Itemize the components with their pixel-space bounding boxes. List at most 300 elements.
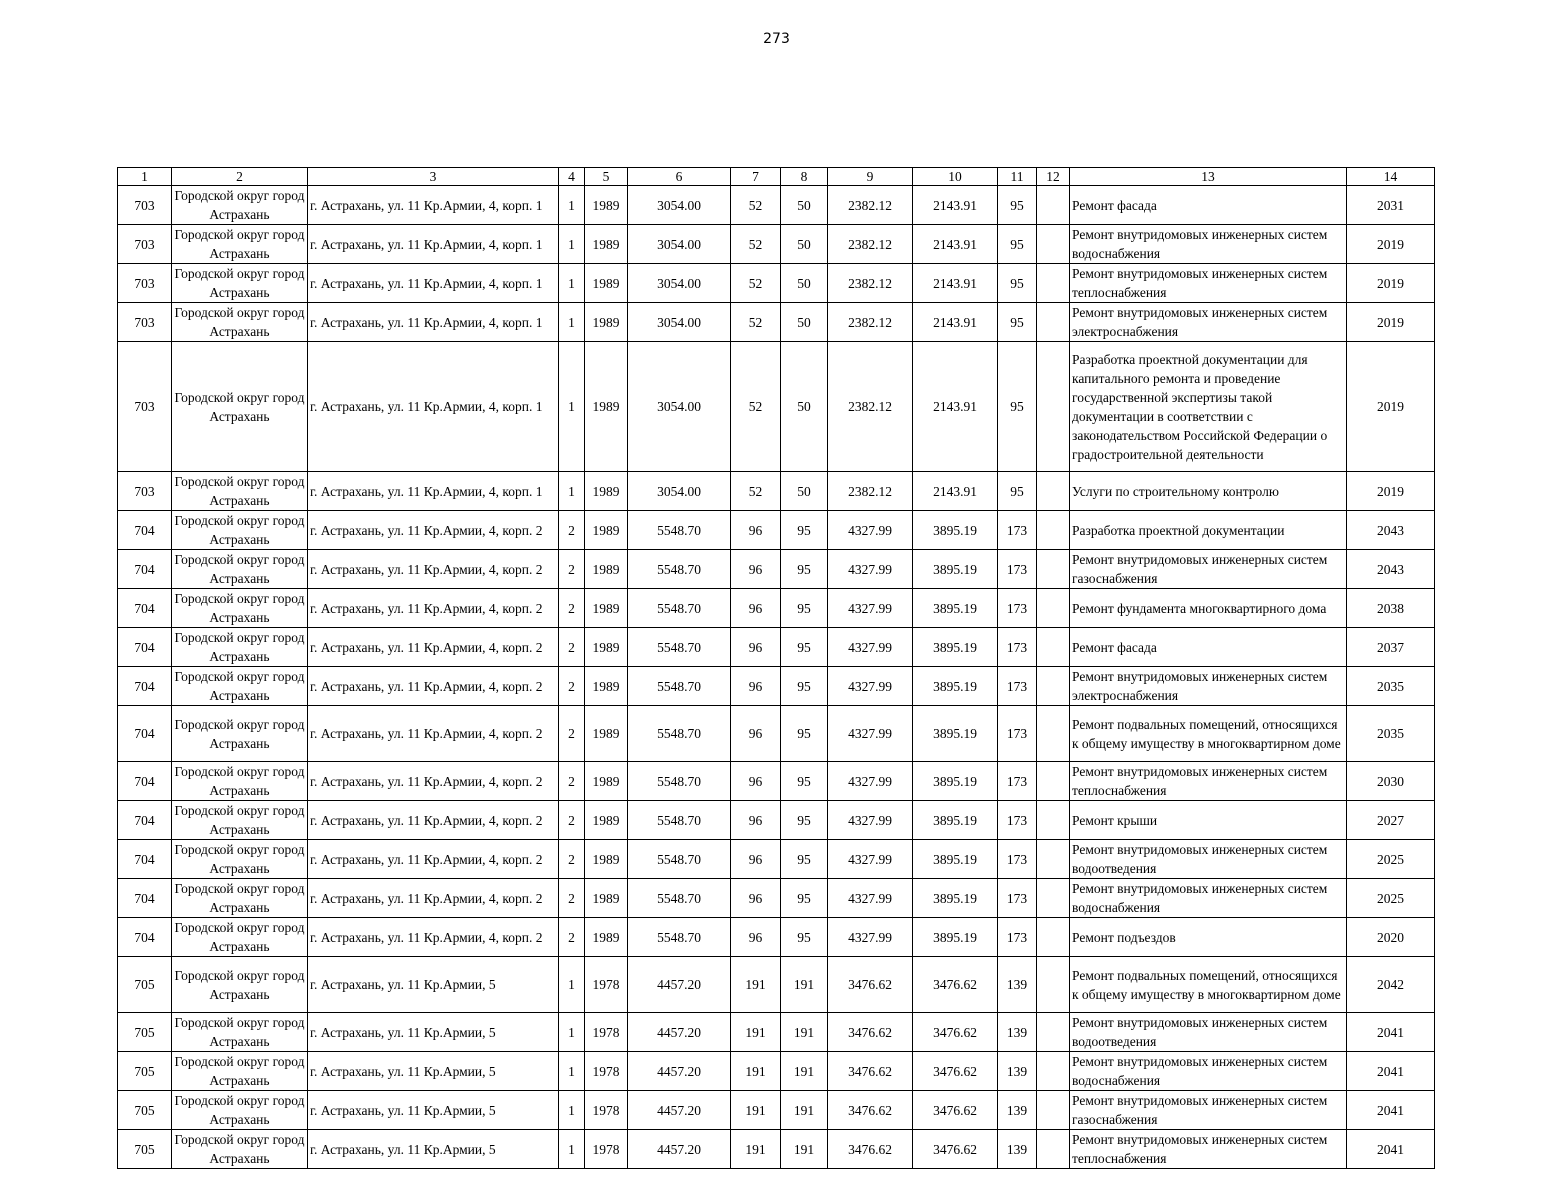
row-number-cell: 704: [118, 511, 172, 550]
col9-cell: 3476.62: [828, 1130, 913, 1169]
column-header: 10: [913, 168, 998, 186]
col4-cell: 2: [559, 667, 585, 706]
col12-cell: [1037, 667, 1070, 706]
col7-cell: 96: [731, 667, 781, 706]
col4-cell: 2: [559, 840, 585, 879]
col6-cell: 5548.70: [628, 706, 731, 762]
col12-cell: [1037, 589, 1070, 628]
address-cell: г. Астрахань, ул. 11 Кр.Армии, 5: [308, 1052, 559, 1091]
col4-cell: 1: [559, 1013, 585, 1052]
col4-cell: 2: [559, 706, 585, 762]
row-number-cell: 704: [118, 762, 172, 801]
table-row: [118, 957, 1435, 1013]
col7-cell: 52: [731, 225, 781, 264]
work-type-cell: Ремонт внутридомовых инженерных систем электроснабжения: [1070, 303, 1347, 342]
period-cell: 2027: [1347, 801, 1435, 840]
period-cell: 2025: [1347, 840, 1435, 879]
col9-cell: 4327.99: [828, 840, 913, 879]
table-row: [118, 628, 1435, 667]
col6-cell: 4457.20: [628, 1091, 731, 1130]
row-number-cell: 704: [118, 667, 172, 706]
col4-cell: 2: [559, 589, 585, 628]
col8-cell: 191: [781, 1052, 828, 1091]
work-type-cell: Ремонт подвальных помещений, относящихся к общему имуществу в многоквартирном доме: [1070, 706, 1347, 762]
col10-cell: 3895.19: [913, 762, 998, 801]
col9-cell: 4327.99: [828, 762, 913, 801]
municipality-cell: Городской округ город Астрахань: [172, 511, 308, 550]
column-header: 2: [172, 168, 308, 186]
year-cell: 1989: [585, 918, 628, 957]
table-row: [118, 550, 1435, 589]
col9-cell: 2382.12: [828, 342, 913, 472]
year-cell: 1989: [585, 667, 628, 706]
col9-cell: 2382.12: [828, 303, 913, 342]
year-cell: 1978: [585, 1091, 628, 1130]
column-header: 1: [118, 168, 172, 186]
work-type-cell: Услуги по строительному контролю: [1070, 472, 1347, 511]
col11-cell: 95: [998, 225, 1037, 264]
col10-cell: 2143.91: [913, 225, 998, 264]
col12-cell: [1037, 1052, 1070, 1091]
row-number-cell: 705: [118, 1130, 172, 1169]
col8-cell: 50: [781, 264, 828, 303]
col9-cell: 4327.99: [828, 879, 913, 918]
col9-cell: 3476.62: [828, 1091, 913, 1130]
period-cell: 2037: [1347, 628, 1435, 667]
address-cell: г. Астрахань, ул. 11 Кр.Армии, 4, корп. 1: [308, 225, 559, 264]
municipality-cell: Городской округ город Астрахань: [172, 342, 308, 472]
period-cell: 2041: [1347, 1052, 1435, 1091]
year-cell: 1989: [585, 550, 628, 589]
col7-cell: 96: [731, 840, 781, 879]
row-number-cell: 704: [118, 550, 172, 589]
col9-cell: 3476.62: [828, 957, 913, 1013]
row-number-cell: 703: [118, 303, 172, 342]
col12-cell: [1037, 225, 1070, 264]
table-row: [118, 1052, 1435, 1091]
work-type-cell: Ремонт внутридомовых инженерных систем водоснабжения: [1070, 225, 1347, 264]
col12-cell: [1037, 1091, 1070, 1130]
col11-cell: 173: [998, 628, 1037, 667]
municipality-cell: Городской округ город Астрахань: [172, 1130, 308, 1169]
work-type-cell: Разработка проектной документации: [1070, 511, 1347, 550]
col7-cell: 96: [731, 801, 781, 840]
table-row: [118, 918, 1435, 957]
work-type-cell: Ремонт внутридомовых инженерных систем водоотведения: [1070, 1013, 1347, 1052]
column-header: 11: [998, 168, 1037, 186]
col9-cell: 3476.62: [828, 1052, 913, 1091]
col4-cell: 2: [559, 628, 585, 667]
work-type-cell: Ремонт внутридомовых инженерных систем водоснабжения: [1070, 1052, 1347, 1091]
year-cell: 1989: [585, 186, 628, 225]
col11-cell: 173: [998, 667, 1037, 706]
column-header: 3: [308, 168, 559, 186]
col11-cell: 139: [998, 957, 1037, 1013]
address-cell: г. Астрахань, ул. 11 Кр.Армии, 4, корп. 2: [308, 589, 559, 628]
col8-cell: 95: [781, 762, 828, 801]
address-cell: г. Астрахань, ул. 11 Кр.Армии, 4, корп. 1: [308, 264, 559, 303]
work-type-cell: Ремонт внутридомовых инженерных систем теплоснабжения: [1070, 762, 1347, 801]
col4-cell: 1: [559, 303, 585, 342]
col11-cell: 173: [998, 706, 1037, 762]
col10-cell: 3895.19: [913, 706, 998, 762]
col9-cell: 4327.99: [828, 550, 913, 589]
work-type-cell: Ремонт внутридомовых инженерных систем электроснабжения: [1070, 667, 1347, 706]
col6-cell: 3054.00: [628, 303, 731, 342]
col6-cell: 5548.70: [628, 628, 731, 667]
municipality-cell: Городской округ город Астрахань: [172, 550, 308, 589]
col11-cell: 95: [998, 186, 1037, 225]
col12-cell: [1037, 511, 1070, 550]
row-number-cell: 704: [118, 840, 172, 879]
year-cell: 1989: [585, 840, 628, 879]
address-cell: г. Астрахань, ул. 11 Кр.Армии, 4, корп. 2: [308, 511, 559, 550]
col4-cell: 2: [559, 762, 585, 801]
col11-cell: 139: [998, 1091, 1037, 1130]
period-cell: 2020: [1347, 918, 1435, 957]
year-cell: 1989: [585, 264, 628, 303]
table-row: [118, 879, 1435, 918]
col6-cell: 5548.70: [628, 589, 731, 628]
col12-cell: [1037, 801, 1070, 840]
address-cell: г. Астрахань, ул. 11 Кр.Армии, 4, корп. 1: [308, 303, 559, 342]
column-header: 6: [628, 168, 731, 186]
work-type-cell: Ремонт крыши: [1070, 801, 1347, 840]
col10-cell: 3895.19: [913, 918, 998, 957]
col12-cell: [1037, 628, 1070, 667]
col12-cell: [1037, 840, 1070, 879]
table-row: [118, 801, 1435, 840]
col12-cell: [1037, 1130, 1070, 1169]
address-cell: г. Астрахань, ул. 11 Кр.Армии, 5: [308, 1013, 559, 1052]
work-type-cell: Ремонт фасада: [1070, 628, 1347, 667]
col4-cell: 1: [559, 342, 585, 472]
address-cell: г. Астрахань, ул. 11 Кр.Армии, 4, корп. 2: [308, 918, 559, 957]
col11-cell: 139: [998, 1052, 1037, 1091]
col12-cell: [1037, 472, 1070, 511]
col9-cell: 4327.99: [828, 918, 913, 957]
column-header: 14: [1347, 168, 1435, 186]
period-cell: 2019: [1347, 472, 1435, 511]
col7-cell: 96: [731, 550, 781, 589]
year-cell: 1978: [585, 957, 628, 1013]
municipality-cell: Городской округ город Астрахань: [172, 840, 308, 879]
address-cell: г. Астрахань, ул. 11 Кр.Армии, 4, корп. 1: [308, 186, 559, 225]
table-row: [118, 1091, 1435, 1130]
row-number-cell: 705: [118, 1013, 172, 1052]
table-row: [118, 511, 1435, 550]
row-number-cell: 704: [118, 801, 172, 840]
col4-cell: 2: [559, 801, 585, 840]
municipality-cell: Городской округ город Астрахань: [172, 762, 308, 801]
row-number-cell: 704: [118, 706, 172, 762]
period-cell: 2041: [1347, 1091, 1435, 1130]
table-row: [118, 667, 1435, 706]
col4-cell: 2: [559, 550, 585, 589]
table-row: [118, 1013, 1435, 1052]
col10-cell: 3895.19: [913, 628, 998, 667]
address-cell: г. Астрахань, ул. 11 Кр.Армии, 4, корп. 1: [308, 472, 559, 511]
col10-cell: 2143.91: [913, 186, 998, 225]
municipality-cell: Городской округ город Астрахань: [172, 628, 308, 667]
col9-cell: 2382.12: [828, 472, 913, 511]
column-number-row: [118, 168, 1435, 186]
municipality-cell: Городской округ город Астрахань: [172, 1091, 308, 1130]
col4-cell: 1: [559, 1130, 585, 1169]
col7-cell: 191: [731, 1130, 781, 1169]
row-number-cell: 705: [118, 957, 172, 1013]
col8-cell: 191: [781, 1013, 828, 1052]
row-number-cell: 703: [118, 186, 172, 225]
year-cell: 1989: [585, 879, 628, 918]
col7-cell: 96: [731, 879, 781, 918]
municipality-cell: Городской округ город Астрахань: [172, 918, 308, 957]
work-type-cell: Ремонт подъездов: [1070, 918, 1347, 957]
table-row: [118, 264, 1435, 303]
col11-cell: 95: [998, 264, 1037, 303]
address-cell: г. Астрахань, ул. 11 Кр.Армии, 4, корп. 2: [308, 550, 559, 589]
work-type-cell: Ремонт фасада: [1070, 186, 1347, 225]
col9-cell: 4327.99: [828, 589, 913, 628]
row-number-cell: 705: [118, 1091, 172, 1130]
col8-cell: 95: [781, 840, 828, 879]
col10-cell: 3895.19: [913, 589, 998, 628]
col8-cell: 50: [781, 472, 828, 511]
col6-cell: 5548.70: [628, 511, 731, 550]
address-cell: г. Астрахань, ул. 11 Кр.Армии, 4, корп. 2: [308, 840, 559, 879]
year-cell: 1989: [585, 706, 628, 762]
work-type-cell: Ремонт подвальных помещений, относящихся к общему имуществу в многоквартирном доме: [1070, 957, 1347, 1013]
period-cell: 2035: [1347, 706, 1435, 762]
col11-cell: 173: [998, 840, 1037, 879]
period-cell: 2019: [1347, 225, 1435, 264]
col7-cell: 191: [731, 1091, 781, 1130]
year-cell: 1989: [585, 303, 628, 342]
col8-cell: 95: [781, 918, 828, 957]
period-cell: 2019: [1347, 303, 1435, 342]
col8-cell: 95: [781, 667, 828, 706]
col6-cell: 3054.00: [628, 342, 731, 472]
col6-cell: 3054.00: [628, 472, 731, 511]
col4-cell: 1: [559, 1052, 585, 1091]
col6-cell: 5548.70: [628, 879, 731, 918]
table-row: [118, 706, 1435, 762]
col9-cell: 2382.12: [828, 225, 913, 264]
col12-cell: [1037, 957, 1070, 1013]
col11-cell: 173: [998, 762, 1037, 801]
col9-cell: 4327.99: [828, 801, 913, 840]
table-row: [118, 186, 1435, 225]
row-number-cell: 704: [118, 628, 172, 667]
year-cell: 1978: [585, 1130, 628, 1169]
col7-cell: 191: [731, 1052, 781, 1091]
work-type-cell: Ремонт фундамента многоквартирного дома: [1070, 589, 1347, 628]
col7-cell: 191: [731, 957, 781, 1013]
address-cell: г. Астрахань, ул. 11 Кр.Армии, 4, корп. 2: [308, 628, 559, 667]
year-cell: 1978: [585, 1013, 628, 1052]
table-row: [118, 225, 1435, 264]
period-cell: 2043: [1347, 550, 1435, 589]
col9-cell: 4327.99: [828, 628, 913, 667]
col7-cell: 52: [731, 342, 781, 472]
col4-cell: 1: [559, 1091, 585, 1130]
column-header: 7: [731, 168, 781, 186]
table-row: [118, 342, 1435, 472]
work-type-cell: Ремонт внутридомовых инженерных систем водоснабжения: [1070, 879, 1347, 918]
work-type-cell: Ремонт внутридомовых инженерных систем газоснабжения: [1070, 550, 1347, 589]
col7-cell: 52: [731, 303, 781, 342]
col8-cell: 50: [781, 303, 828, 342]
year-cell: 1989: [585, 342, 628, 472]
col12-cell: [1037, 264, 1070, 303]
col12-cell: [1037, 342, 1070, 472]
row-number-cell: 703: [118, 472, 172, 511]
table-row: [118, 472, 1435, 511]
address-cell: г. Астрахань, ул. 11 Кр.Армии, 4, корп. 2: [308, 762, 559, 801]
year-cell: 1989: [585, 472, 628, 511]
col12-cell: [1037, 918, 1070, 957]
column-header: 5: [585, 168, 628, 186]
row-number-cell: 704: [118, 918, 172, 957]
col8-cell: 50: [781, 225, 828, 264]
col7-cell: 96: [731, 589, 781, 628]
municipality-cell: Городской округ город Астрахань: [172, 801, 308, 840]
municipality-cell: Городской округ город Астрахань: [172, 879, 308, 918]
col6-cell: 5548.70: [628, 667, 731, 706]
col7-cell: 52: [731, 186, 781, 225]
col10-cell: 3476.62: [913, 957, 998, 1013]
period-cell: 2025: [1347, 879, 1435, 918]
col10-cell: 2143.91: [913, 342, 998, 472]
col6-cell: 4457.20: [628, 1013, 731, 1052]
col6-cell: 5548.70: [628, 801, 731, 840]
col11-cell: 173: [998, 801, 1037, 840]
municipality-cell: Городской округ город Астрахань: [172, 1052, 308, 1091]
col7-cell: 96: [731, 762, 781, 801]
col12-cell: [1037, 706, 1070, 762]
col10-cell: 3895.19: [913, 550, 998, 589]
page-number: 273: [763, 31, 790, 47]
col8-cell: 50: [781, 186, 828, 225]
period-cell: 2041: [1347, 1130, 1435, 1169]
table-row: [118, 762, 1435, 801]
col10-cell: 3895.19: [913, 840, 998, 879]
col9-cell: 2382.12: [828, 264, 913, 303]
row-number-cell: 703: [118, 342, 172, 472]
col4-cell: 1: [559, 186, 585, 225]
col9-cell: 3476.62: [828, 1013, 913, 1052]
col10-cell: 3476.62: [913, 1052, 998, 1091]
col8-cell: 95: [781, 706, 828, 762]
year-cell: 1989: [585, 225, 628, 264]
col8-cell: 50: [781, 342, 828, 472]
col7-cell: 96: [731, 628, 781, 667]
col4-cell: 1: [559, 264, 585, 303]
col9-cell: 2382.12: [828, 186, 913, 225]
row-number-cell: 705: [118, 1052, 172, 1091]
col8-cell: 95: [781, 550, 828, 589]
col4-cell: 1: [559, 225, 585, 264]
col11-cell: 139: [998, 1013, 1037, 1052]
col10-cell: 3895.19: [913, 879, 998, 918]
col10-cell: 3895.19: [913, 667, 998, 706]
col7-cell: 96: [731, 706, 781, 762]
work-type-cell: Ремонт внутридомовых инженерных систем газоснабжения: [1070, 1091, 1347, 1130]
col7-cell: 191: [731, 1013, 781, 1052]
period-cell: 2030: [1347, 762, 1435, 801]
period-cell: 2042: [1347, 957, 1435, 1013]
column-header: 12: [1037, 168, 1070, 186]
col9-cell: 4327.99: [828, 667, 913, 706]
municipality-cell: Городской округ город Астрахань: [172, 264, 308, 303]
col11-cell: 95: [998, 303, 1037, 342]
column-header: 8: [781, 168, 828, 186]
municipality-cell: Городской округ город Астрахань: [172, 303, 308, 342]
address-cell: г. Астрахань, ул. 11 Кр.Армии, 5: [308, 957, 559, 1013]
col4-cell: 2: [559, 879, 585, 918]
period-cell: 2038: [1347, 589, 1435, 628]
col12-cell: [1037, 550, 1070, 589]
address-cell: г. Астрахань, ул. 11 Кр.Армии, 4, корп. 2: [308, 879, 559, 918]
col4-cell: 1: [559, 957, 585, 1013]
col11-cell: 173: [998, 879, 1037, 918]
col10-cell: 2143.91: [913, 264, 998, 303]
municipality-cell: Городской округ город Астрахань: [172, 472, 308, 511]
row-number-cell: 704: [118, 589, 172, 628]
year-cell: 1978: [585, 1052, 628, 1091]
col10-cell: 2143.91: [913, 303, 998, 342]
period-cell: 2019: [1347, 264, 1435, 303]
table-row: [118, 589, 1435, 628]
col9-cell: 4327.99: [828, 511, 913, 550]
municipality-cell: Городской округ город Астрахань: [172, 1013, 308, 1052]
work-type-cell: Ремонт внутридомовых инженерных систем теплоснабжения: [1070, 1130, 1347, 1169]
col4-cell: 2: [559, 918, 585, 957]
col12-cell: [1037, 762, 1070, 801]
municipality-cell: Городской округ город Астрахань: [172, 186, 308, 225]
col11-cell: 173: [998, 550, 1037, 589]
row-number-cell: 703: [118, 225, 172, 264]
col10-cell: 3895.19: [913, 801, 998, 840]
municipality-cell: Городской округ город Астрахань: [172, 667, 308, 706]
col10-cell: 3476.62: [913, 1130, 998, 1169]
col4-cell: 2: [559, 511, 585, 550]
col10-cell: 3476.62: [913, 1091, 998, 1130]
period-cell: 2035: [1347, 667, 1435, 706]
col6-cell: 5548.70: [628, 762, 731, 801]
col8-cell: 191: [781, 957, 828, 1013]
period-cell: 2043: [1347, 511, 1435, 550]
municipality-cell: Городской округ город Астрахань: [172, 589, 308, 628]
col8-cell: 95: [781, 589, 828, 628]
year-cell: 1989: [585, 628, 628, 667]
col6-cell: 5548.70: [628, 550, 731, 589]
municipality-cell: Городской округ город Астрахань: [172, 225, 308, 264]
col11-cell: 139: [998, 1130, 1037, 1169]
col12-cell: [1037, 1013, 1070, 1052]
col12-cell: [1037, 186, 1070, 225]
col9-cell: 4327.99: [828, 706, 913, 762]
year-cell: 1989: [585, 511, 628, 550]
repair-program-table: [117, 167, 1435, 1169]
col8-cell: 95: [781, 511, 828, 550]
col12-cell: [1037, 303, 1070, 342]
year-cell: 1989: [585, 589, 628, 628]
col12-cell: [1037, 879, 1070, 918]
col10-cell: 2143.91: [913, 472, 998, 511]
year-cell: 1989: [585, 762, 628, 801]
column-header: 13: [1070, 168, 1347, 186]
